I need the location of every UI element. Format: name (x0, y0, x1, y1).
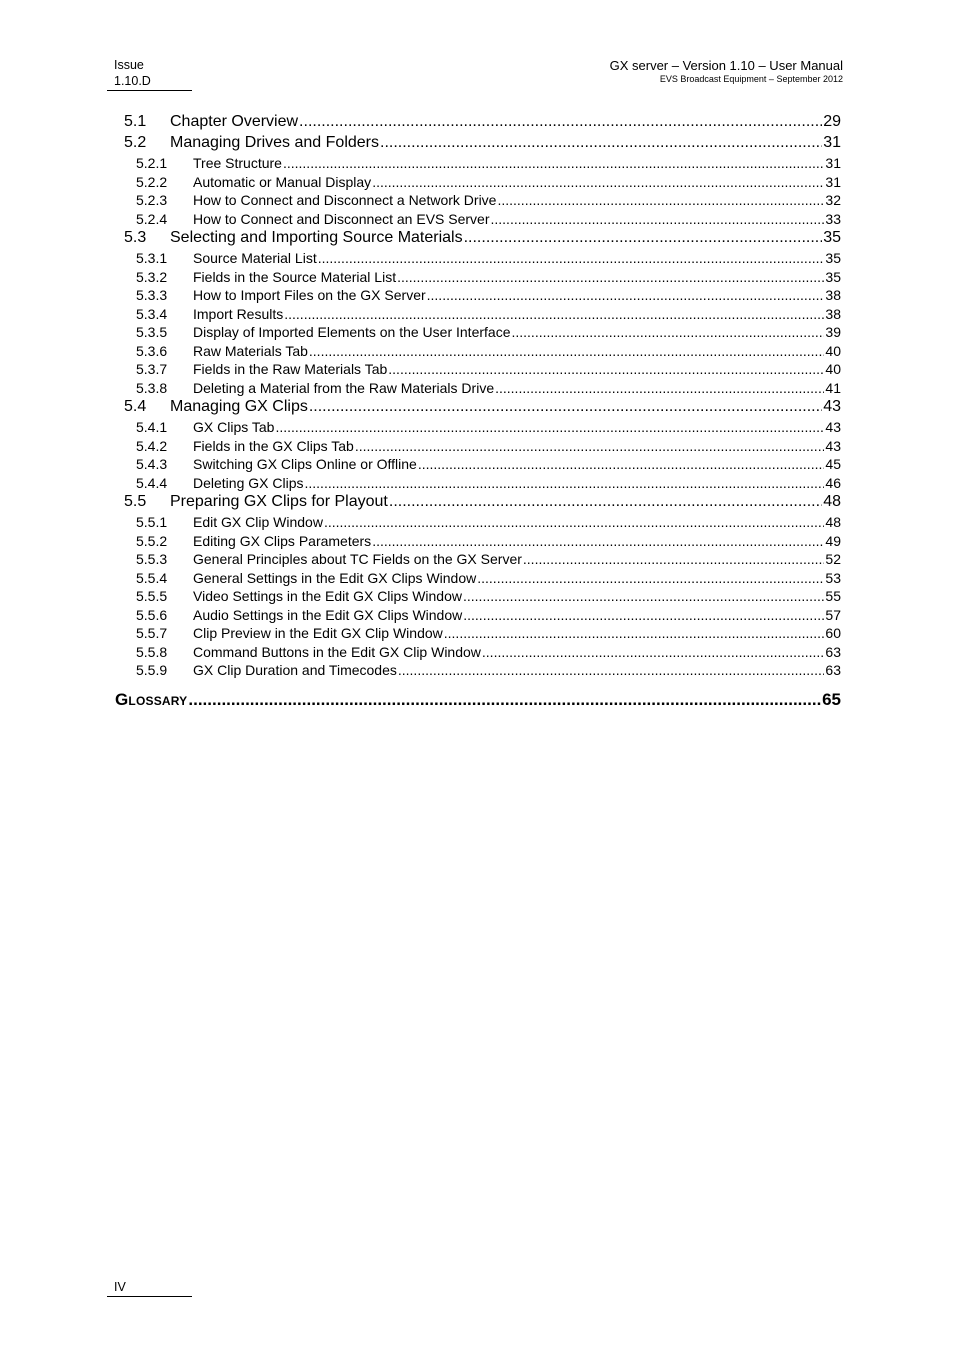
issue-label: Issue (114, 58, 144, 72)
toc-entry[interactable] (124, 324, 841, 343)
toc-entry-title: How to Import Files on the GX Server (193, 287, 426, 303)
toc-entry-page: 35 (825, 268, 841, 285)
toc-entry-title: Raw Materials Tab (193, 342, 308, 359)
toc-entry[interactable] (124, 607, 841, 626)
toc-entry-title: General Principles about TC Fields on the GX Server (193, 551, 522, 567)
dot-leader (497, 192, 824, 208)
dot-leader (309, 398, 822, 416)
toc-entry-title: Managing Drives and Folders (170, 134, 379, 151)
toc-entry-title: Glossary (115, 689, 188, 709)
toc-entry-title: Tree Structure (193, 155, 282, 171)
toc-entry[interactable] (124, 211, 841, 230)
toc-entry[interactable] (124, 269, 841, 288)
issue-number: 1.10.D (114, 74, 151, 88)
toc-entry-number: 5.3.2 (136, 268, 168, 285)
dot-leader (275, 419, 824, 435)
toc-entry-number: 5.1 (124, 113, 147, 130)
toc-entry[interactable] (124, 662, 841, 681)
toc-entry[interactable] (124, 644, 841, 663)
dot-leader (389, 493, 822, 511)
toc-entry-title: Switching GX Clips Online or Offline (193, 456, 417, 472)
toc-entry-title: Display of Imported Elements on the User Interface (193, 324, 511, 340)
dot-leader (523, 551, 825, 567)
dot-leader (464, 229, 823, 247)
toc-entry[interactable] (124, 438, 841, 457)
toc-entry-number: 5.2.4 (136, 210, 168, 227)
toc-entry-page: 29 (823, 113, 841, 130)
toc-entry-title: Automatic or Manual Display (193, 173, 372, 190)
dot-leader (463, 607, 824, 623)
toc-entry-number: 5.4.4 (136, 474, 168, 491)
dot-leader (355, 438, 825, 454)
toc-entry-page: 38 (825, 305, 841, 322)
toc-entry-title: Audio Settings in the Edit GX Clips Window (193, 606, 463, 623)
toc-entry[interactable] (124, 113, 841, 134)
toc-entry-title: Source Material List (193, 250, 317, 266)
toc-entry-page: 46 (825, 474, 841, 491)
toc-entry-title: GX Clips Tab (193, 419, 275, 435)
toc-entry[interactable] (124, 250, 841, 269)
toc-entry-page: 52 (825, 551, 841, 567)
document-subtitle: EVS Broadcast Equipment – September 2012 (659, 74, 843, 84)
toc-entry-number: 5.4.3 (136, 456, 168, 472)
toc-entry-page: 31 (825, 173, 841, 190)
toc-entry-number: 5.5.6 (136, 606, 168, 623)
footer-page-block (107, 1279, 192, 1297)
toc-entry-title: Import Results (193, 305, 284, 322)
toc-entry-number: 5.5.5 (136, 588, 168, 604)
toc-entry-page: 60 (825, 625, 841, 641)
toc-entry-number: 5.2.1 (136, 155, 168, 171)
toc-entry-title: Chapter Overview (170, 113, 299, 130)
toc-entry[interactable] (124, 456, 841, 475)
dot-leader (418, 456, 825, 472)
toc-entry-number: 5.2.3 (136, 192, 168, 208)
dot-leader (372, 533, 824, 549)
toc-entry-page: 53 (825, 569, 841, 586)
toc-entry-page: 57 (825, 606, 841, 623)
toc-entry-number: 5.3.3 (136, 287, 168, 303)
toc-entry[interactable] (124, 493, 841, 514)
toc-entry-page: 63 (825, 662, 841, 678)
toc-entry[interactable] (124, 625, 841, 644)
toc-entry-number: 5.2 (124, 134, 147, 151)
dot-leader (318, 250, 825, 266)
toc-entry-title: Clip Preview in the Edit GX Clip Window (193, 625, 443, 641)
toc-entry[interactable] (124, 588, 841, 607)
toc-entry-title: Fields in the Raw Materials Tab (193, 361, 388, 377)
toc-entry[interactable] (124, 134, 841, 155)
toc-entry-title: Managing GX Clips (170, 398, 308, 415)
toc-entry-number: 5.5.3 (136, 551, 168, 567)
toc-entry-page: 48 (823, 493, 841, 510)
toc-entry[interactable] (124, 287, 841, 306)
toc-entry[interactable] (115, 690, 841, 714)
toc-entry-title: GX Clip Duration and Timecodes (193, 662, 397, 678)
toc-entry-page: 35 (823, 229, 841, 246)
table-of-contents (115, 113, 841, 714)
dot-leader (482, 644, 825, 660)
toc-entry-page: 43 (825, 437, 841, 454)
toc-entry-number: 5.5.2 (136, 532, 168, 549)
toc-entry-title: Selecting and Importing Source Materials (170, 229, 463, 246)
toc-entry-title: Command Buttons in the Edit GX Clip Window (193, 643, 481, 660)
dot-leader (309, 343, 825, 359)
toc-entry[interactable] (124, 192, 841, 211)
dot-leader (283, 155, 824, 171)
toc-entry[interactable] (124, 398, 841, 419)
toc-entry-title: Deleting a Material from the Raw Materials Drive (193, 379, 495, 396)
dot-leader (299, 113, 822, 131)
toc-entry-page: 63 (825, 643, 841, 660)
toc-entry-title: Editing GX Clips Parameters (193, 532, 372, 549)
toc-entry-number: 5.3.1 (136, 250, 168, 266)
toc-entry[interactable] (124, 361, 841, 380)
toc-entry[interactable] (124, 174, 841, 193)
toc-entry-number: 5.5.1 (136, 514, 168, 530)
toc-entry-number: 5.3.4 (136, 305, 168, 322)
header-title-block (610, 57, 843, 85)
toc-entry-number: 5.4 (124, 398, 147, 415)
toc-entry-title: Preparing GX Clips for Playout (170, 493, 388, 510)
dot-leader (477, 570, 824, 586)
toc-entry[interactable] (124, 229, 841, 250)
toc-entry-title: Fields in the Source Material List (193, 268, 397, 285)
toc-entry[interactable] (124, 343, 841, 362)
toc-entry-page: 43 (825, 419, 841, 435)
toc-entry[interactable] (124, 551, 841, 570)
toc-entry-number: 5.5.8 (136, 643, 168, 660)
toc-entry-page: 38 (825, 287, 841, 303)
dot-leader (463, 588, 824, 604)
dot-leader (511, 324, 824, 340)
page-number: IV (114, 1280, 126, 1294)
toc-entry-title: How to Connect and Disconnect a Network Drive (193, 192, 497, 208)
dot-leader (284, 306, 824, 322)
toc-entry-number: 5.5.9 (136, 662, 168, 678)
toc-entry-page: 55 (825, 588, 841, 604)
dot-leader (397, 269, 824, 285)
toc-entry[interactable] (124, 380, 841, 399)
toc-entry[interactable] (124, 570, 841, 589)
toc-entry-page: 32 (825, 192, 841, 208)
toc-entry-page: 40 (825, 361, 841, 377)
toc-entry-page: 31 (825, 155, 841, 171)
dot-leader (444, 625, 825, 641)
dot-leader (380, 134, 822, 152)
toc-entry-number: 5.5.7 (136, 625, 168, 641)
toc-entry-number: 5.2.2 (136, 173, 168, 190)
toc-entry-title: Edit GX Clip Window (193, 514, 323, 530)
dot-leader (305, 475, 825, 491)
toc-entry-number: 5.3.7 (136, 361, 168, 377)
toc-entry-title: Deleting GX Clips (193, 474, 304, 491)
toc-entry-page: 43 (823, 398, 841, 415)
dot-leader (491, 211, 825, 227)
toc-entry-page: 39 (825, 324, 841, 340)
header-issue-block (107, 57, 192, 91)
toc-entry-page: 49 (825, 532, 841, 549)
toc-entry-title: Video Settings in the Edit GX Clips Window (193, 588, 462, 604)
toc-entry-number: 5.3.8 (136, 379, 168, 396)
toc-entry-title: How to Connect and Disconnect an EVS Server (193, 210, 490, 227)
toc-entry-page: 65 (822, 689, 841, 709)
toc-entry[interactable] (124, 155, 841, 174)
toc-entry-page: 35 (825, 250, 841, 266)
toc-entry[interactable] (124, 306, 841, 325)
toc-entry-number: 5.3 (124, 229, 147, 246)
toc-entry[interactable] (124, 419, 841, 438)
toc-entry-number: 5.5.4 (136, 569, 168, 586)
toc-entry-title: General Settings in the Edit GX Clips Window (193, 569, 477, 586)
dot-leader (427, 287, 825, 303)
toc-entry-page: 48 (825, 514, 841, 530)
toc-entry[interactable] (124, 514, 841, 533)
toc-entry-page: 41 (825, 379, 841, 396)
toc-entry-page: 45 (825, 456, 841, 472)
dot-leader (188, 690, 821, 710)
toc-entry-number: 5.4.2 (136, 437, 168, 454)
toc-entry-title: Fields in the GX Clips Tab (193, 437, 354, 454)
dot-leader (388, 361, 824, 377)
toc-entry-page: 33 (825, 210, 841, 227)
toc-entry[interactable] (124, 475, 841, 494)
dot-leader (324, 514, 824, 530)
toc-entry-page: 40 (825, 342, 841, 359)
toc-entry-page: 31 (823, 134, 841, 151)
document-title: GX server – Version 1.10 – User Manual (609, 58, 843, 73)
toc-entry-number: 5.3.6 (136, 342, 168, 359)
toc-entry[interactable] (124, 533, 841, 552)
toc-entry-number: 5.5 (124, 493, 147, 510)
dot-leader (495, 380, 824, 396)
dot-leader (372, 174, 824, 190)
dot-leader (398, 662, 825, 678)
toc-entry-number: 5.3.5 (136, 324, 168, 340)
toc-entry-number: 5.4.1 (136, 419, 168, 435)
